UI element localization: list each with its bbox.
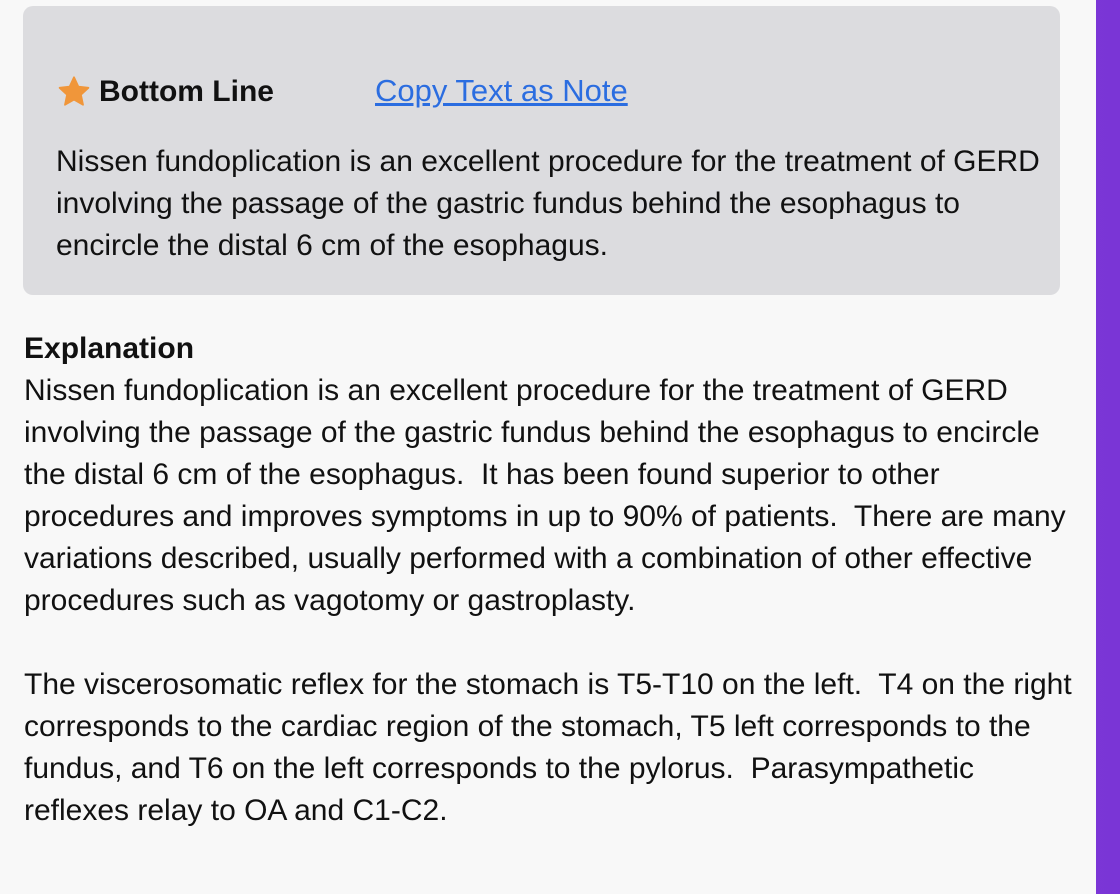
bottom-line-text: Nissen fundoplication is an excellent procedure for the treatment of GERD involving the passage of the gastric fundus behind the esophagus to encircle the distal 6 cm of the esophagus. [56, 145, 1040, 262]
copy-text-as-note-link[interactable]: Copy Text as Note [375, 73, 628, 108]
explanation-paragraph: Nissen fundoplication is an excellent procedure for the treatment of GERD involving the passage of the gastric fundus behind the esophagus to encircle the distal 6 cm of the esophagus. It has been found superior to other procedures and improves symptoms in up to 90% of patients. There are many variations described, usually performed with a combination of other effective procedures such as vagotomy or gastroplasty. [24, 374, 1074, 617]
explanation-heading: Explanation [24, 332, 195, 365]
paragraph-spacer [24, 622, 1084, 664]
explanation-paragraph: The viscerosomatic reflex for the stomach is T5-T10 on the left. T4 on the right corresponds to the cardiac region of the stomach, T5 left corresponds to the fundus, and T6 on the left corresponds to the pylorus. Parasympathetic reflexes relay to OA and C1-C2. [24, 668, 1081, 827]
explanation-section [24, 328, 1084, 832]
star-icon [56, 74, 92, 110]
bottom-line-header [56, 68, 274, 116]
bottom-line-panel [23, 6, 1060, 295]
bottom-line-title: Bottom Line [99, 75, 274, 108]
